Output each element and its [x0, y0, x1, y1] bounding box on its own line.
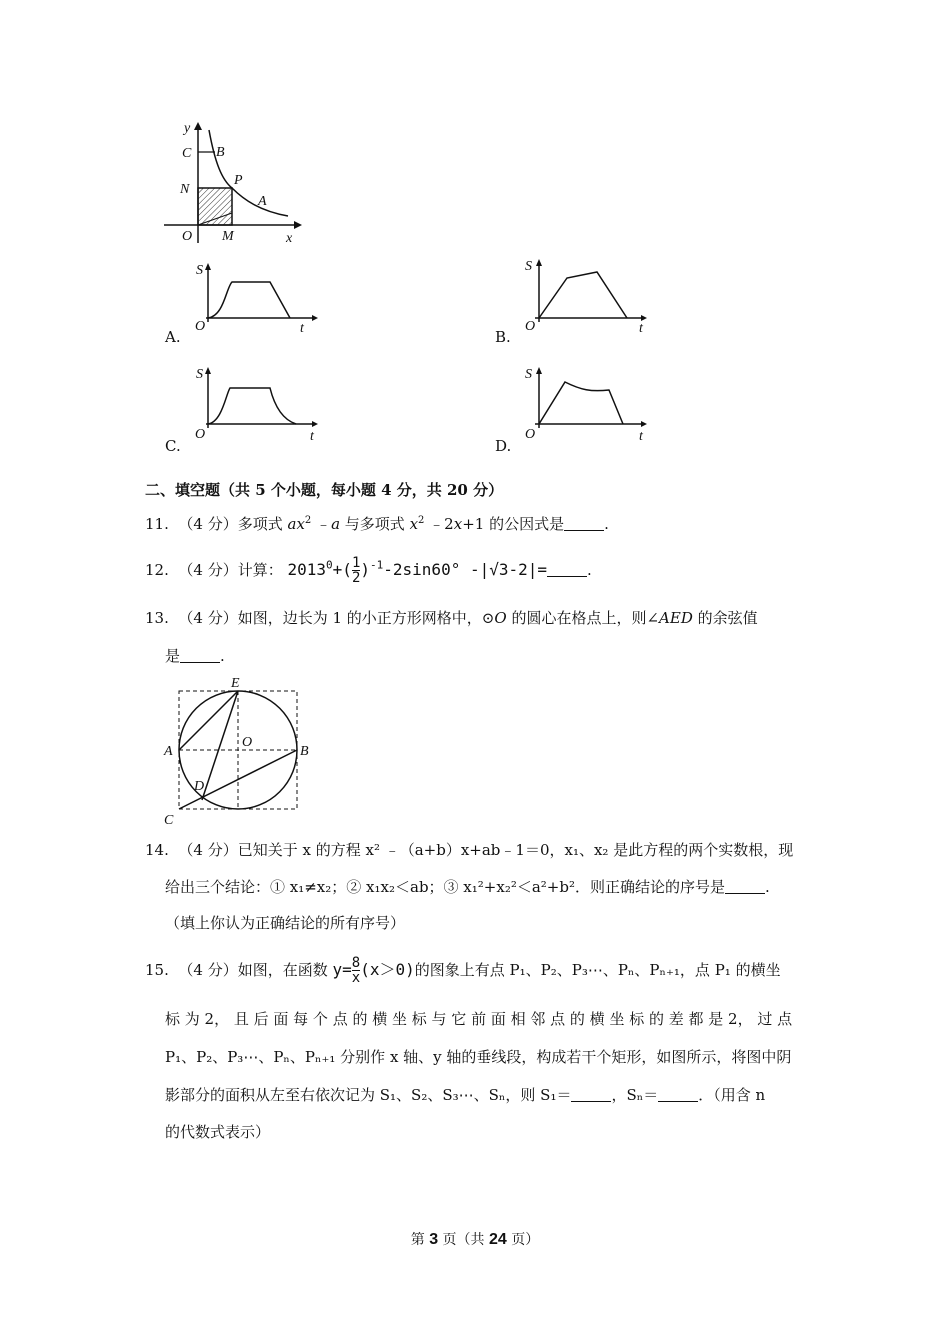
q15-number: 15. — [145, 961, 169, 979]
q13-math: O — [494, 609, 507, 627]
page-number: 3 — [429, 1231, 439, 1248]
line-ed — [202, 691, 238, 800]
question-13 — [145, 607, 758, 628]
q12-score: （4 分） — [178, 561, 238, 579]
label-x: x — [286, 231, 293, 246]
t-axis-arrow — [312, 315, 318, 321]
question-14-line3 — [165, 912, 405, 933]
s-label: S — [525, 367, 532, 382]
choice-b-graph — [521, 254, 651, 336]
question-13-line2 — [165, 645, 225, 666]
q11-math: x — [453, 515, 463, 533]
section-title: 二、填空题（共 5 个小题，每小题 4 分，共 20 分） — [145, 481, 504, 499]
question-15-line4 — [165, 1084, 765, 1105]
q14-line1: 已知关于 x 的方程 x² ﹣（a+b）x+ab﹣1＝0，x₁、x₂ 是此方程的两个实数根，现 — [237, 841, 794, 859]
t-label: t — [310, 429, 314, 444]
q15-text: 如图，在函数 — [237, 961, 333, 979]
t-axis-arrow — [641, 421, 647, 427]
question-15-line3 — [165, 1046, 791, 1067]
q15-line3: P₁、P₂、P₃⋯、Pₙ、Pₙ₊₁ 分别作 x 轴、y 轴的垂线段，构成若干个矩形，如图所示，将图中阴 — [165, 1048, 792, 1066]
q11-math: x — [409, 515, 419, 533]
label-c: C — [182, 146, 192, 161]
label-y: y — [184, 121, 191, 136]
q12-answer-blank[interactable] — [547, 561, 587, 577]
q11-text: +1 的公因式是 — [462, 515, 565, 533]
q13-period: . — [220, 647, 225, 665]
choice-b-label[interactable]: B. — [495, 328, 511, 346]
o-label: O — [195, 427, 206, 442]
question-14-line2 — [165, 876, 770, 897]
x-axis-arrow — [294, 221, 302, 229]
label-p: P — [234, 173, 243, 188]
q11-text: 与多项式 — [340, 515, 410, 533]
o-label: O — [525, 427, 536, 442]
frac-den: x — [351, 970, 361, 986]
label-n: N — [180, 182, 190, 197]
q15-text: 的图象上有点 P₁、P₂、P₃⋯、Pₙ、Pₙ₊₁，点 P₁ 的横坐 — [414, 961, 781, 979]
line-ae — [179, 691, 238, 750]
q15-fraction — [352, 956, 360, 985]
q14-line3: （填上你认为正确结论的所有序号） — [165, 914, 406, 932]
q15-line4: 影部分的面积从左至右依次记为 S₁、S₂、S₃⋯、Sₙ，则 S₁＝ — [165, 1086, 572, 1104]
q11-text: 多项式 — [237, 515, 288, 533]
question-14 — [145, 839, 793, 860]
q12-expr-part: -|√3-2|= — [460, 560, 548, 579]
q15-line2: 标 为 2， 且 后 面 每 个 点 的 横 坐 标 与 它 前 面 相 邻 点 的 横 坐 标 的 差 都 是 2， 过 点 — [165, 1010, 793, 1028]
label-m: M — [222, 229, 234, 244]
q14-number: 14. — [145, 841, 169, 859]
curve-c — [208, 388, 296, 424]
q14-period: . — [765, 878, 770, 896]
q11-score: （4 分） — [178, 515, 238, 533]
q12-expr-sup: 0 — [326, 558, 333, 572]
label-a: A — [258, 194, 267, 209]
label-a: A — [164, 744, 173, 759]
q12-expression — [287, 555, 548, 586]
frac-num: 8 — [351, 955, 361, 971]
q13-score: （4 分） — [178, 609, 238, 627]
s-axis-arrow — [536, 259, 542, 266]
q13-text: 的余弦值 — [692, 609, 758, 627]
q15-answer-blank-s1[interactable] — [571, 1086, 611, 1102]
choice-c-graph — [192, 362, 322, 444]
curve-b — [539, 272, 627, 318]
q13-number: 13. — [145, 609, 169, 627]
q15-line4: ，Sₙ＝ — [611, 1086, 659, 1104]
label-b: B — [300, 744, 309, 759]
curve-d — [539, 382, 623, 424]
label-c: C — [164, 813, 174, 828]
s-label: S — [196, 263, 203, 278]
question-15 — [145, 956, 781, 985]
s-label: S — [196, 367, 203, 382]
t-label: t — [639, 429, 643, 444]
q14-score: （4 分） — [178, 841, 238, 859]
q12-number: 12. — [145, 561, 169, 579]
q13-text: 的圆心在格点上，则∠ — [506, 609, 660, 627]
q15-func-part: (x＞0) — [360, 960, 415, 979]
frac-num: 1 — [351, 555, 361, 571]
q15-function — [332, 955, 415, 986]
label-o: O — [242, 735, 253, 750]
t-axis-arrow — [312, 421, 318, 427]
footer-text: 页（共 — [438, 1232, 489, 1248]
q13-circle-figure — [160, 672, 320, 830]
q12-expr-part: +( — [332, 560, 352, 579]
q11-math: a — [331, 515, 341, 533]
q12-expr-sup: -1 — [370, 558, 384, 572]
q15-func-part: y= — [332, 960, 352, 979]
choice-a-label[interactable]: A. — [165, 328, 181, 346]
top-figure — [160, 118, 310, 248]
s-label: S — [525, 259, 532, 274]
question-12 — [145, 556, 592, 585]
s-axis-arrow — [536, 367, 542, 374]
frac-den: 2 — [351, 570, 361, 586]
s-axis-arrow — [205, 263, 211, 270]
t-label: t — [300, 321, 304, 336]
q12-text: 计算： — [237, 561, 283, 579]
question-11 — [145, 513, 609, 534]
q15-answer-blank-sn[interactable] — [658, 1086, 698, 1102]
q13-math: AED — [659, 609, 693, 627]
choice-d-label[interactable]: D. — [495, 437, 512, 455]
question-15-line2 — [165, 1008, 792, 1029]
q11-text: ﹣2 — [424, 515, 454, 533]
page-footer — [0, 1229, 950, 1249]
total-pages: 24 — [489, 1231, 507, 1248]
curve-a — [208, 282, 290, 318]
t-label: t — [639, 321, 643, 336]
label-e: E — [231, 676, 240, 691]
q11-number: 11. — [145, 515, 169, 533]
q11-sup: 2 — [418, 515, 425, 526]
q11-math: ax — [287, 515, 305, 533]
q15-line5: 的代数式表示） — [165, 1123, 271, 1141]
footer-text: 页） — [506, 1232, 540, 1248]
q13-text: 如图，边长为 1 的小正方形网格中，⊙ — [237, 609, 495, 627]
q12-expr-part: ) — [360, 560, 371, 579]
o-label: O — [525, 319, 536, 334]
label-b: B — [216, 145, 225, 160]
label-o: O — [182, 229, 193, 244]
footer-text: 第 — [410, 1232, 430, 1248]
q11-answer-blank[interactable] — [564, 515, 604, 531]
label-d: D — [194, 779, 205, 794]
q12-expr-part: -2sin60° — [383, 560, 461, 579]
q12-expr-part: 2013 — [287, 560, 327, 579]
choice-d-graph — [521, 362, 651, 444]
q14-answer-blank[interactable] — [725, 878, 765, 894]
s-axis-arrow — [205, 367, 211, 374]
q11-sup: 2 — [304, 515, 312, 526]
q12-period: . — [587, 561, 592, 579]
choice-c-label[interactable]: C. — [165, 437, 181, 455]
q11-text: ﹣ — [311, 515, 332, 533]
o-label: O — [195, 319, 206, 334]
q15-score: （4 分） — [178, 961, 238, 979]
q13-text: 是 — [165, 647, 181, 665]
choice-a-graph — [192, 258, 322, 336]
question-15-line5 — [165, 1121, 270, 1142]
y-axis-arrow — [194, 122, 202, 130]
q15-line4: ．（用含 n — [698, 1086, 766, 1104]
q14-line2: 给出三个结论：① x₁≠x₂；② x₁x₂＜ab；③ x₁²+x₂²＜a²+b²．则正确结论的序号是 — [165, 878, 725, 896]
q11-period: . — [604, 515, 609, 533]
q13-answer-blank[interactable] — [180, 647, 220, 663]
